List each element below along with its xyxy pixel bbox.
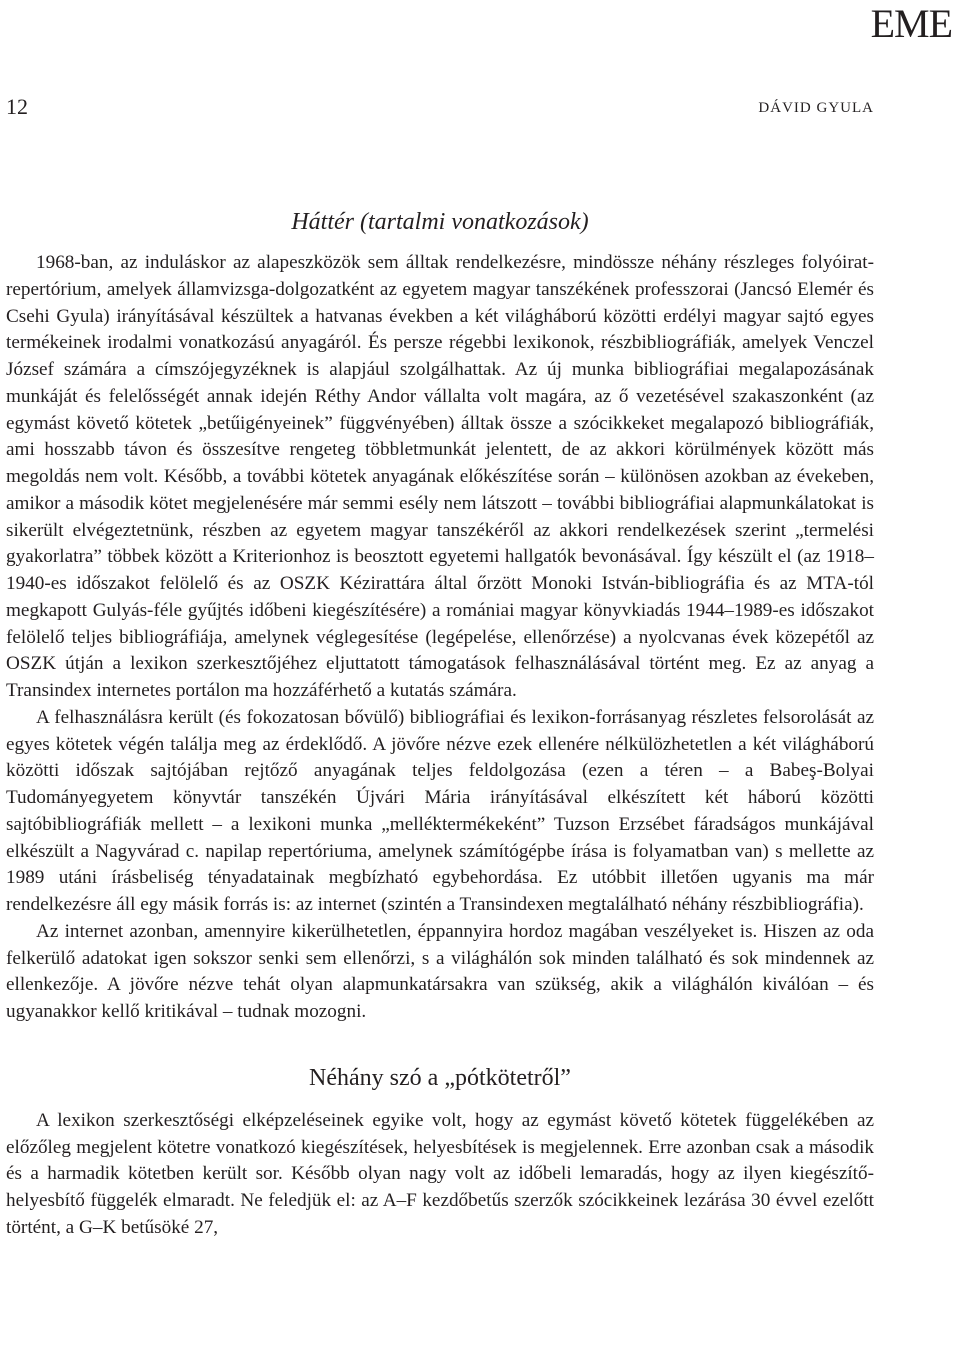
paragraph: 1968-ban, az induláskor az alapeszközök sem álltak rendelkezésre, mindössze néhány részleges folyóirat-repertórium, amelyek államvizsga-dolgozatként az egyetem magyar tanszékének professzorai (Jancsó Elemér és Csehi Gyula) irányításával készültek a hatvanas években a két világháború közötti erdélyi magyar sajtó egyes termékeinek irodalmi vonatkozású anyagáról. És persze régebbi lexikonok, részbibliográfiák, amelyek Venczel József számára a címszójegyzéknek is alapjául szolgálhattak. Az új munka bibliográfiai megalapozásának munkáját és felelősségét annak idején Réthy Andor vállalta volt magára, az ő vezetésével szakaszonként (az egymást követő kötetek „betűigényeinek” függvényében) álltak össze a szócikkeket megalapozó bibliográfiák, ami hosszabb távon és összesítve rengeteg többletmunkát jelentett, de az akkori körülmények között más megoldás nem volt. Később, a további kötetek anyagának előkészítése során – különösen azokban az évekeben, amikor a második kötet megjelenésére már semmi esély nem látszott – további bibliográfiai alapmunkálatokat is sikerült elvégeztetnünk, részben az egyetem magyar tanszékéről az akkori rendelkezések szerint „termelési gyakorlatra” többek között a Kriterionhoz is beosztott egyetemi hallgatók bevonásával. Így készült el (az 1918–1940-es időszakot felölelő és az OSZK Kézirattára által őrzött Monoki István-bibliográfia és az MTA-tól megkapott Gulyás-féle gyűjtés időbeni kiegészítésére) a romániai magyar könyvkiadás 1944–1989-es időszakot felölelő teljes bibliográfiája, amelynek véglegesítése (legépelése, ellenőrzése) a nyolcvanas évek közepétől az OSZK útján a lexikon szerkesztőjéhez eljuttatott támogatások felhasználásával történt meg. Ez az anyag a Transindex internetes portálon ma hozzáférhető a kutatás számára. [6, 252, 874, 701]
page-number: 12 [6, 94, 28, 119]
section-heading: Háttér (tartalmi vonatkozások) [291, 209, 589, 235]
paragraph: Az internet azonban, amennyire kikerülhetetlen, éppannyira hordoz magában veszélyeket is. Hiszen az oda felkerülő adatokat igen sokszor senki sem ellenőrzi, s a világhálón sok minden található és sok mindennek az ellenkezője. A jövőre nézve tehát olyan alapmunkatársakra van szükség, akik a világhálón kiválóan – és ugyanakkor kellő kritikával – tudnak mozogni. [6, 920, 874, 1022]
running-head [6, 92, 874, 122]
paragraph: A lexikon szerkesztőségi elképzeléseinek egyike volt, hogy az egymást követő kötetek függelékében az előzőleg megjelent kötetre vonatkozó kiegészítések, helyesbítések is megjelennek. Erre azonban csak a második és a harmadik kötetben került sor. Később olyan nagy volt az időbeli lemaradás, hogy az ilyen kiegészítő-helyesbítő függelék elmaradt. Ne feledjük el: az A–F kezdőbetűs szerzők szócikkeinek lezárása 30 évvel ezelőtt történt, a G–K betűsöké 27, [6, 1109, 874, 1238]
section-supplement-volume [6, 1060, 874, 1242]
section-background [6, 204, 874, 1026]
publisher-logo: EME [870, 1, 952, 46]
running-title: DÁVID GYULA [758, 100, 874, 116]
page-content [6, 204, 874, 1242]
paragraph: A felhasználásra került (és fokozatosan bővülő) bibliográfiai és lexikon-forrásanyag részletes felsorolását az egyes kötetek végén találja meg az érdeklődő. A jövőre nézve ezek ellenére nélkülözhetetlen a két világháború közötti időszak sajtójában rejtőző anyagának teljes feldolgozása (ezen a téren – a Babeş-Bolyai Tudományegyetem könyvtár tanszékén Újvári Mária irányításával elkészített két háború közötti sajtóbibliográfiák mellett – a lexikoni munka „melléktermékeként” Tuzson Erzsébet fáradságos munkájával elkészült a Nagyvárad c. napilap repertóriuma, amelynek számítógépbe írása is folyamatban van) s mellette az 1989 utáni írásbeliség tényadatainak megbízható egybehordása. Ez utóbbit illetően ugyanis ma már rendelkezésre áll egy másik forrás is: az internet (szintén a Transindexen megtalálható néhány részbibliográfia). [6, 706, 874, 915]
section-heading: Néhány szó a „pótkötetről” [309, 1064, 571, 1091]
